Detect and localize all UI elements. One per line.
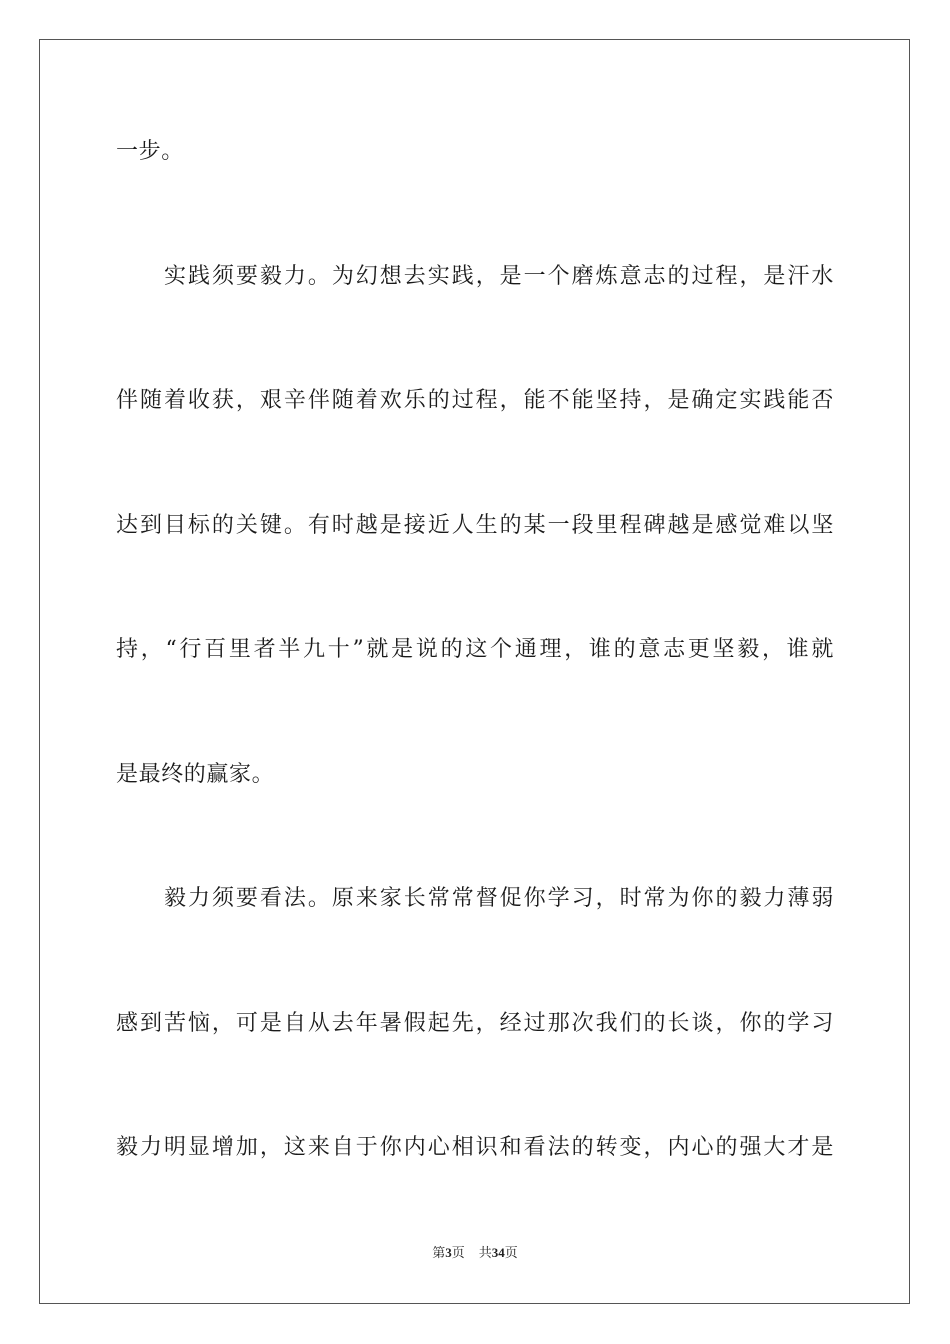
page-suffix: 页 [451,1245,465,1260]
page-border [39,39,910,1304]
text-line-4: 达到目标的关键。有时越是接近人生的某一段里程碑越是感觉难以坚 [116,513,834,538]
total-suffix: 页 [504,1245,518,1260]
text-line-5: 持，“行百里者半九十”就是说的这个通理，谁的意志更坚毅，谁就 [116,637,834,662]
text-line-3: 伴随着收获，艰辛伴随着欢乐的过程，能不能坚持，是确定实践能否 [116,388,834,413]
text-line-7: 毅力须要看法。原来家长常常督促你学习，时常为你的毅力薄弱 [164,886,834,911]
text-line-1: 一步。 [116,139,184,164]
text-line-9: 毅力明显增加，这来自于你内心相识和看法的转变，内心的强大才是 [116,1135,834,1160]
text-line-6: 是最终的赢家。 [116,762,275,787]
total-pages: 34 [491,1245,505,1260]
page-prefix: 第 [432,1245,446,1260]
text-line-2: 实践须要毅力。为幻想去实践，是一个磨炼意志的过程，是汗水 [164,264,834,289]
total-prefix: 共 [478,1245,492,1260]
page-footer [0,1244,950,1262]
text-line-8: 感到苦恼，可是自从去年暑假起先，经过那次我们的长谈，你的学习 [116,1011,834,1036]
page-number: 3 [445,1245,452,1260]
